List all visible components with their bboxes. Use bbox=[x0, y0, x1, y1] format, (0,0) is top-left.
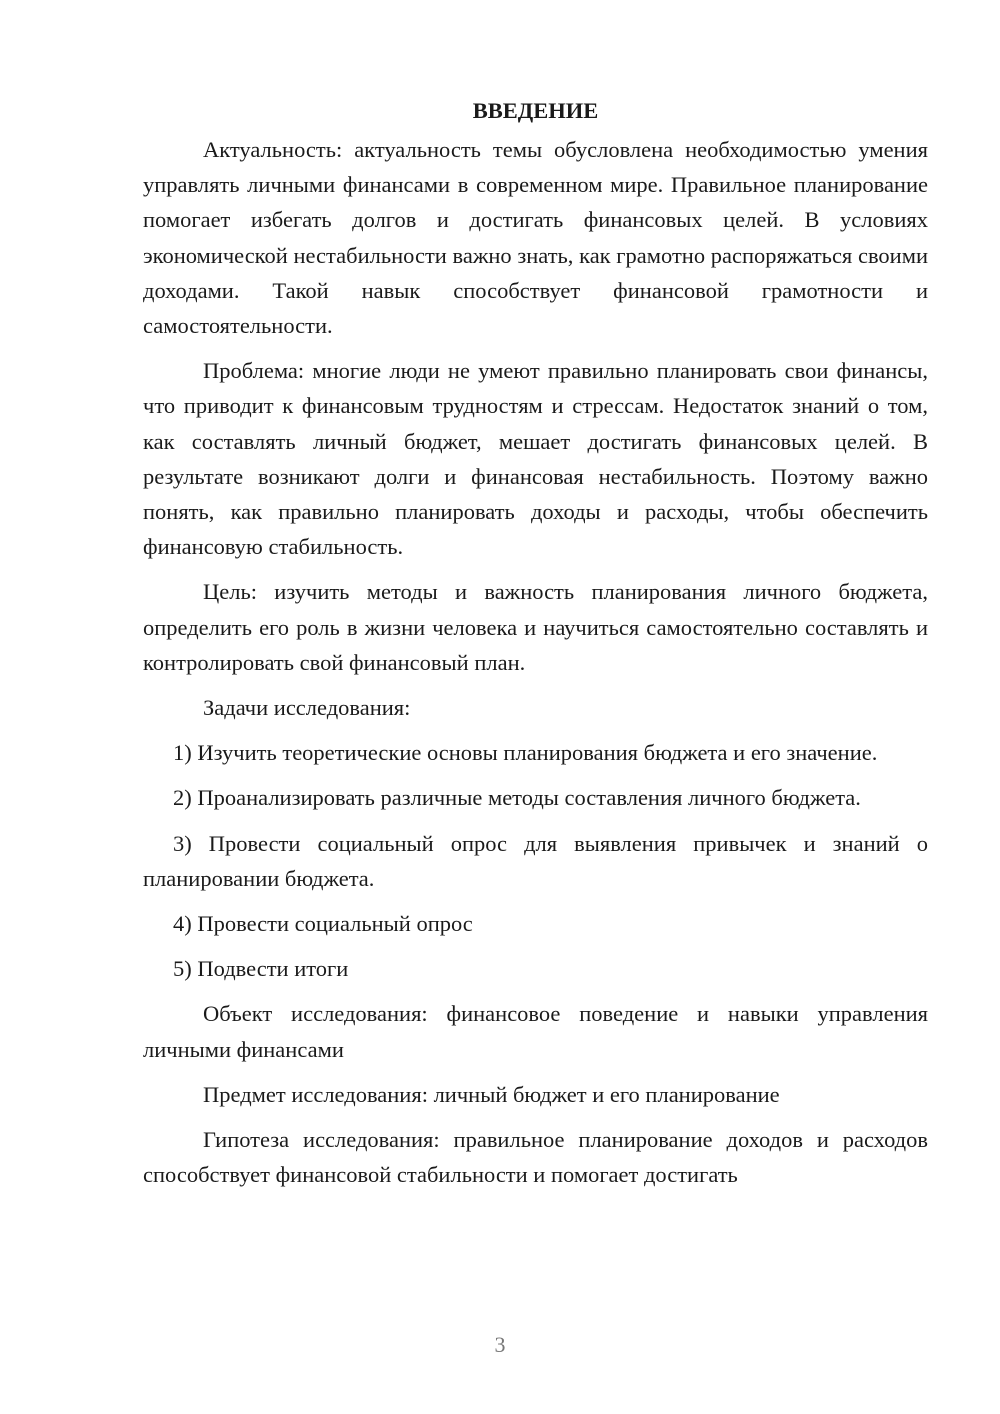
section-title: ВВЕДЕНИЕ bbox=[472, 98, 599, 123]
task-item-4: 4) Провести социальный опрос bbox=[173, 911, 473, 937]
task-item-3: 3) Провести социальный опрос для выявления привычек и знаний о планировании бюджета. bbox=[143, 830, 928, 891]
relevance-paragraph: Актуальность: актуальность темы обусловлена необходимостью умения управлять личными финансами в современном мире. Правильное планирование помогает избегать долгов и достигать финансовых целей. В условиях экономической нестабильности важно знать, как грамотно распоряжаться своими доходами. Такой навык способствует финансовой грамотности и самостоятельности. bbox=[143, 137, 928, 339]
page-body bbox=[143, 93, 928, 1192]
goal-paragraph: Цель: изучить методы и важность планирования личного бюджета, определить его роль в жизни человека и научиться самостоятельно составлять и контролировать свой финансовый план. bbox=[143, 579, 928, 675]
task-item-2: 2) Проанализировать различные методы составления личного бюджета. bbox=[173, 785, 861, 811]
problem-paragraph: Проблема: многие люди не умеют правильно планировать свои финансы, что приводит к финансовым трудностям и стрессам. Недостаток знаний о том, как составлять личный бюджет, мешает достигать финансовых целей. В результате возникают долги и финансовая нестабильность. Поэтому важно понять, как правильно планировать доходы и расходы, чтобы обеспечить финансовую стабильность. bbox=[143, 358, 928, 560]
task-item-5: 5) Подвести итоги bbox=[173, 956, 349, 982]
tasks-heading: Задачи исследования: bbox=[203, 695, 411, 721]
page-number: 3 bbox=[494, 1332, 506, 1357]
research-subject-paragraph: Предмет исследования: личный бюджет и его планирование bbox=[203, 1081, 780, 1107]
task-item-1: 1) Изучить теоретические основы планирования бюджета и его значение. bbox=[173, 740, 878, 766]
research-object-paragraph: Объект исследования: финансовое поведение и навыки управления личными финансами bbox=[143, 1001, 928, 1062]
hypothesis-paragraph: Гипотеза исследования: правильное планирование доходов и расходов способствует финансовой стабильности и помогает достигать bbox=[143, 1127, 928, 1188]
